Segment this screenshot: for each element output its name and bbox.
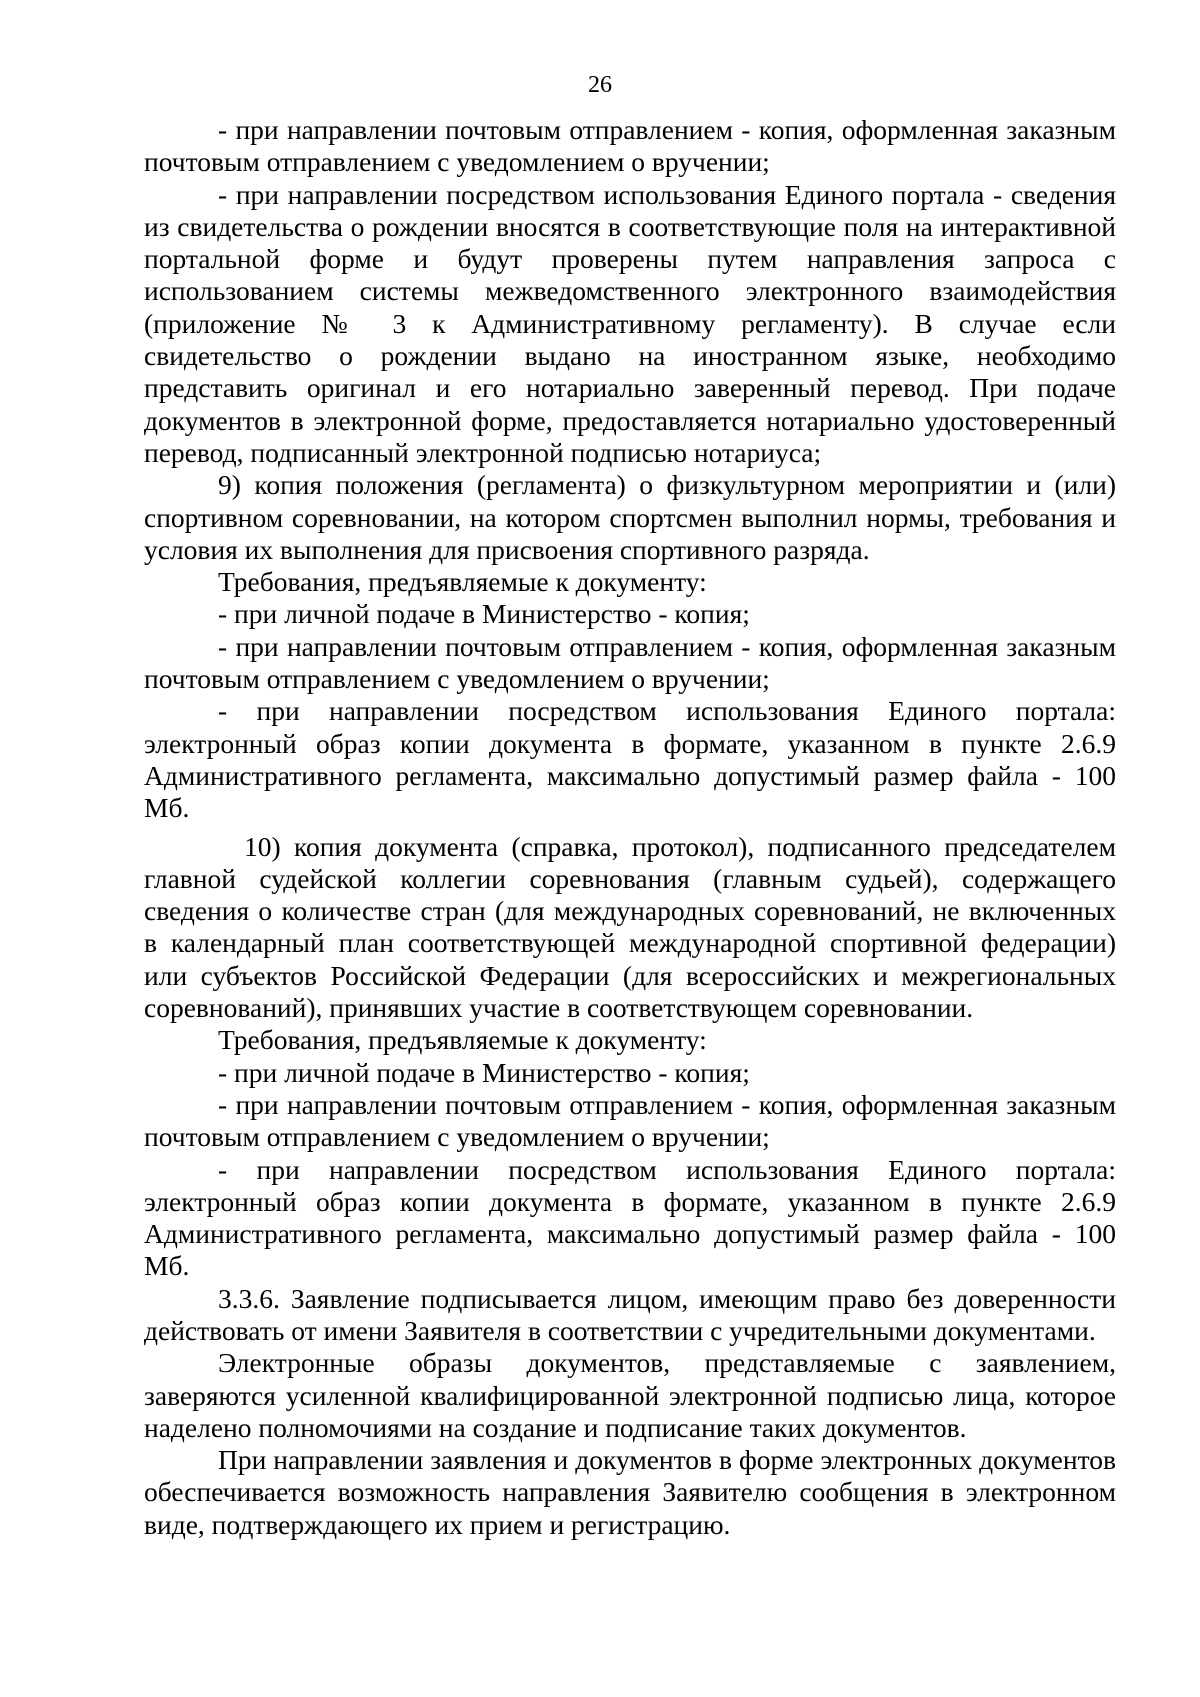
paragraph: - при направлении почтовым отправлением - копия, оформленная заказным почтовым отправлением с уведомлением о вручении; xyxy=(144,630,1116,695)
paragraph: Требования, предъявляемые к документу: xyxy=(218,566,707,598)
paragraph: - при направлении посредством использования Единого портала - сведения из свидетельства о рождении вносятся в соответствующие поля на интерактивной портальной форме и будут проверены путем направления запроса с использованием системы межведомственного электронного взаимодействия (приложение № 3 к Административному регламенту). В случае если свидетельство о рождении выдано на иностранном языке, необходимо представить оригинал и его нотариально заверенный перевод. При подаче документов в электронной форме, предоставляется нотариально удостоверенный перевод, подписанный электронной подписью нотариуса; xyxy=(144,178,1116,468)
document-body xyxy=(144,114,1116,1541)
paragraph: - при направлении почтовым отправлением - копия, оформленная заказным почтовым отправлением с уведомлением о вручении; xyxy=(144,114,1116,178)
page-number: 26 xyxy=(588,72,612,98)
paragraph: Электронные образы документов, представляемые с заявлением, заверяются усиленной квалифицированной электронной подписью лица, которое наделено полномочиями на создание и подписание таких документов. xyxy=(144,1347,1116,1443)
paragraph: - при личной подаче в Министерство - копия; xyxy=(218,598,750,630)
paragraph: При направлении заявления и документов в форме электронных документов обеспечивается возможность направления Заявителю сообщения в электронном виде, подтверждающего их прием и регистрацию. xyxy=(144,1444,1116,1540)
paragraph: - при направлении посредством использования Единого портала: электронный образ копии документа в формате, указанном в пункте 2.6.9 Административного регламента, максимально допустимый размер файла - 100 Мб. xyxy=(144,695,1116,824)
paragraph: - при личной подаче в Министерство - копия; xyxy=(218,1056,750,1088)
paragraph: - при направлении почтовым отправлением - копия, оформленная заказным почтовым отправлением с уведомлением о вручении; xyxy=(144,1088,1116,1153)
paragraph: 3.3.6. Заявление подписывается лицом, имеющим право без доверенности действовать от имени Заявителя в соответствии с учредительными документами. xyxy=(144,1282,1116,1346)
paragraph: Требования, предъявляемые к документу: xyxy=(218,1024,707,1056)
paragraph: - при направлении посредством использования Единого портала: электронный образ копии документа в формате, указанном в пункте 2.6.9 Административного регламента, максимально допустимый размер файла - 100 Мб. xyxy=(144,1153,1116,1282)
paragraph: 9) копия положения (регламента) о физкультурном мероприятии и (или) спортивном соревновании, на котором спортсмен выполнил нормы, требования и условия их выполнения для присвоения спортивного разряда. xyxy=(144,469,1116,565)
paragraph: 10) копия документа (справка, протокол), подписанного председателем главной судейской коллегии соревнования (главным судьей), содержащего сведения о количестве стран (для международных соревнований, не включенных в календарный план соответствующей международной спортивной федерации) или субъектов Российской Федерации (для всероссийских и межрегиональных соревнований), принявших участие в соответствующем соревновании. xyxy=(144,830,1116,1024)
